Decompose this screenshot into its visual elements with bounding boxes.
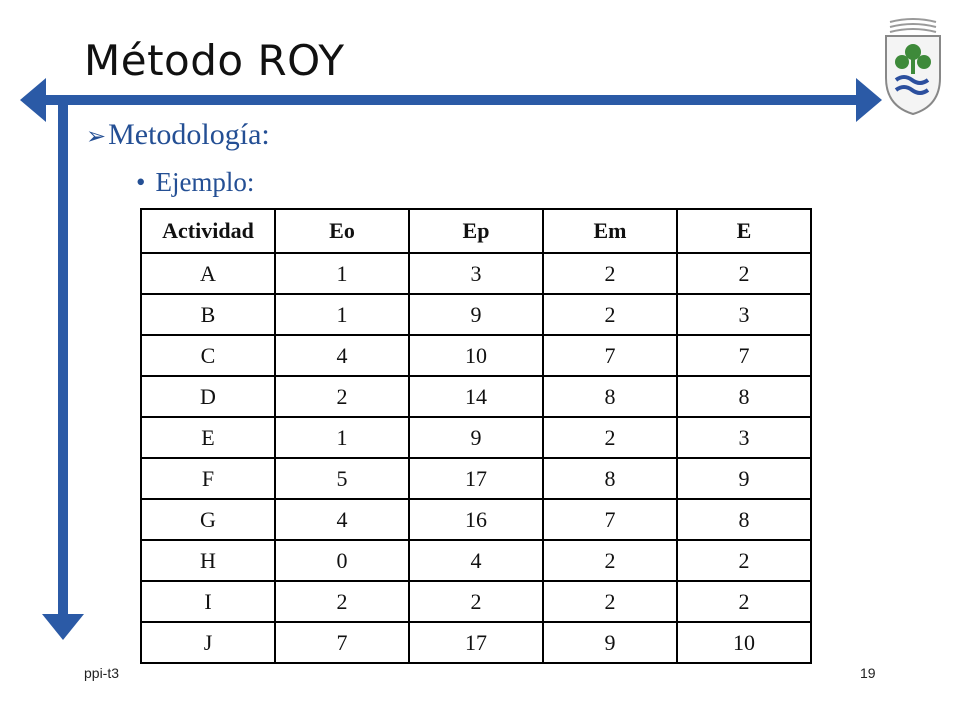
- table-cell: 0: [275, 540, 409, 581]
- table-cell: 4: [275, 335, 409, 376]
- table-cell: 2: [275, 376, 409, 417]
- bullet-ejemplo-label: Ejemplo:: [155, 167, 255, 197]
- slide-title: Método ROY: [84, 36, 345, 85]
- table-cell: 2: [275, 581, 409, 622]
- table-row: [141, 335, 811, 376]
- table-cell: 7: [275, 622, 409, 663]
- table-cell: 16: [409, 499, 543, 540]
- table-row: [141, 458, 811, 499]
- table-row: [141, 499, 811, 540]
- table-row: [141, 294, 811, 335]
- bullet-metodologia: [86, 118, 270, 152]
- round-bullet-icon: •: [136, 167, 146, 197]
- table-cell: 8: [677, 499, 811, 540]
- table-cell: 2: [677, 581, 811, 622]
- table-cell: 7: [543, 335, 677, 376]
- bullet-ejemplo: [136, 167, 254, 198]
- table-cell: 2: [543, 417, 677, 458]
- header-actividad: Actividad: [141, 209, 275, 253]
- table-cell: 5: [275, 458, 409, 499]
- table-cell: 2: [543, 581, 677, 622]
- table-cell: J: [141, 622, 275, 663]
- table-cell: 2: [543, 253, 677, 294]
- table-cell: 9: [677, 458, 811, 499]
- table-cell: 1: [275, 294, 409, 335]
- right-arrowhead-icon: [856, 78, 882, 122]
- table-cell: 8: [543, 458, 677, 499]
- table-cell: 3: [409, 253, 543, 294]
- left-arrowhead-icon: [20, 78, 46, 122]
- table-row: [141, 253, 811, 294]
- table-cell: 4: [409, 540, 543, 581]
- table-cell: 3: [677, 417, 811, 458]
- table-header-row: [141, 209, 811, 253]
- table-cell: 10: [677, 622, 811, 663]
- institution-emblem-icon: [880, 18, 946, 116]
- table-cell: 9: [543, 622, 677, 663]
- down-arrowhead-icon: [42, 614, 84, 640]
- activity-table: [140, 208, 812, 664]
- table-cell: 4: [275, 499, 409, 540]
- table-cell: F: [141, 458, 275, 499]
- table-cell: 1: [275, 253, 409, 294]
- table-row: [141, 417, 811, 458]
- table-row: [141, 581, 811, 622]
- table-cell: 8: [543, 376, 677, 417]
- header-em: Em: [543, 209, 677, 253]
- table-cell: C: [141, 335, 275, 376]
- bullet-metodologia-label: Metodología:: [108, 118, 270, 151]
- table-cell: A: [141, 253, 275, 294]
- table-cell: B: [141, 294, 275, 335]
- table-cell: 2: [677, 253, 811, 294]
- table-cell: 17: [409, 458, 543, 499]
- table-cell: 9: [409, 294, 543, 335]
- table-cell: 17: [409, 622, 543, 663]
- table-cell: I: [141, 581, 275, 622]
- table-cell: 2: [677, 540, 811, 581]
- page-number: 19: [860, 665, 876, 681]
- table-cell: G: [141, 499, 275, 540]
- table-cell: 9: [409, 417, 543, 458]
- table-cell: D: [141, 376, 275, 417]
- header-e: E: [677, 209, 811, 253]
- table-cell: 3: [677, 294, 811, 335]
- table-cell: 2: [543, 294, 677, 335]
- table-cell: E: [141, 417, 275, 458]
- table-cell: 7: [677, 335, 811, 376]
- table-row: [141, 376, 811, 417]
- footer-label: ppi-t3: [84, 665, 120, 681]
- arrow-bullet-icon: ➢: [86, 124, 107, 150]
- table-cell: H: [141, 540, 275, 581]
- table-cell: 7: [543, 499, 677, 540]
- table-cell: 10: [409, 335, 543, 376]
- header-eo: Eo: [275, 209, 409, 253]
- table-cell: 2: [543, 540, 677, 581]
- table-cell: 14: [409, 376, 543, 417]
- table-cell: 2: [409, 581, 543, 622]
- table-cell: 1: [275, 417, 409, 458]
- table-row: [141, 622, 811, 663]
- header-ep: Ep: [409, 209, 543, 253]
- table-row: [141, 540, 811, 581]
- table-cell: 8: [677, 376, 811, 417]
